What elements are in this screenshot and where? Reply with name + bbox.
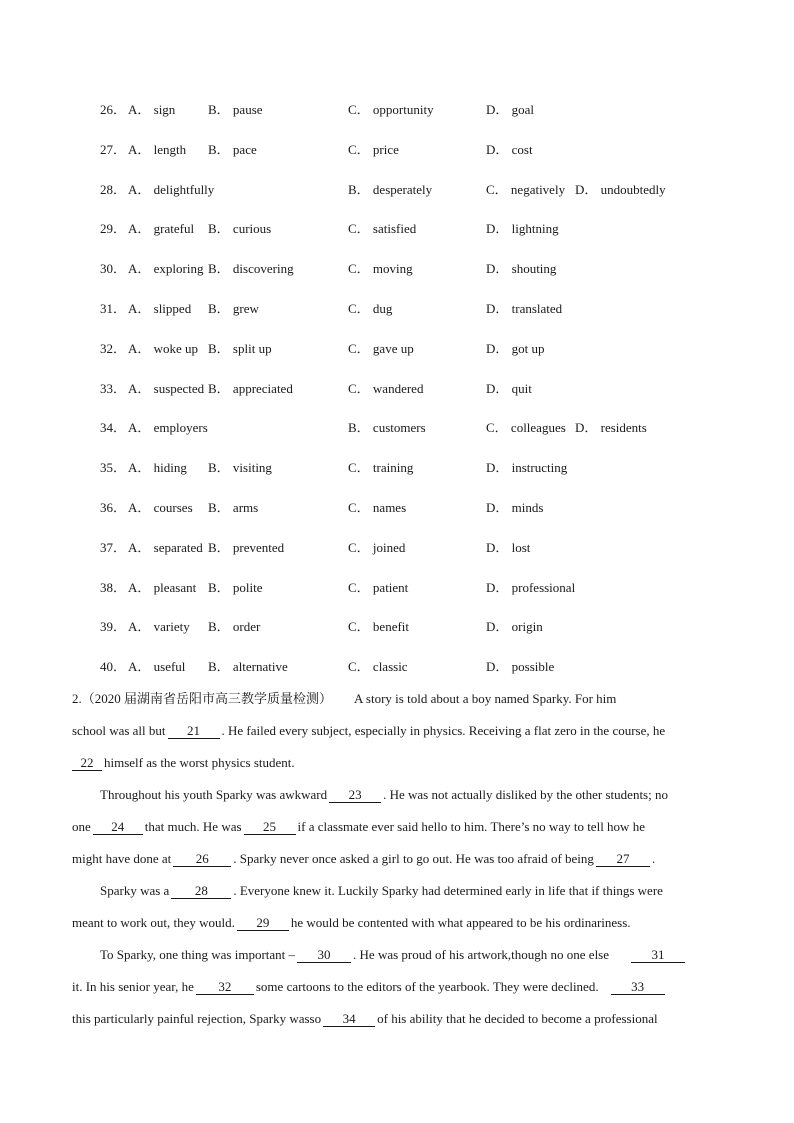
- option-b[interactable]: B． pace: [208, 142, 257, 157]
- option-b[interactable]: B． order: [208, 619, 261, 634]
- blank-29[interactable]: 29: [237, 915, 289, 931]
- option-c[interactable]: C． classic: [348, 659, 408, 674]
- option-a[interactable]: A． slipped: [128, 301, 192, 316]
- option-d[interactable]: D． origin: [486, 619, 543, 634]
- question-number: 33．: [100, 381, 127, 396]
- blank-30[interactable]: 30: [297, 947, 351, 963]
- passage-line-8: meant to work out, they would. 29 he would be contented with what appeared to be his ordinariness.: [72, 915, 631, 930]
- question-number: 32．: [100, 341, 127, 356]
- passage-line-4: Throughout his youth Sparky was awkward 23 . He was not actually disliked by the other students; no: [100, 787, 668, 802]
- option-d[interactable]: D． lost: [486, 540, 531, 555]
- blank-28[interactable]: 28: [171, 883, 231, 899]
- option-a[interactable]: A． exploring: [128, 261, 204, 276]
- option-a[interactable]: A． sign: [128, 102, 176, 117]
- option-a[interactable]: A． woke up: [128, 341, 199, 356]
- blank-34[interactable]: 34: [323, 1011, 375, 1027]
- option-b[interactable]: B． split up: [208, 341, 272, 356]
- option-b[interactable]: B． alternative: [208, 659, 288, 674]
- option-c[interactable]: C． dug: [348, 301, 393, 316]
- blank-23[interactable]: 23: [329, 787, 381, 803]
- question-number: 28．: [100, 182, 127, 197]
- option-b[interactable]: B． arms: [208, 500, 259, 515]
- question-number: 29．: [100, 221, 127, 236]
- option-b[interactable]: B． appreciated: [208, 381, 293, 396]
- option-a[interactable]: A． length: [128, 142, 187, 157]
- passage-line-11: this particularly painful rejection, Sparky wasso 34 of his ability that he decided to become a professional: [72, 1011, 658, 1026]
- option-b[interactable]: B． customers: [348, 420, 426, 435]
- option-b[interactable]: B． prevented: [208, 540, 285, 555]
- option-c[interactable]: C． training: [348, 460, 414, 475]
- option-d[interactable]: D． cost: [486, 142, 533, 157]
- source-label: 2.（2020 届湖南省岳阳市高三教学质量检测）: [72, 691, 333, 706]
- passage-line-5: one 24 that much. He was 25 if a classmate ever said hello to him. There’s no way to tell how he: [72, 819, 645, 834]
- question-number: 40．: [100, 659, 127, 674]
- option-d[interactable]: D． possible: [486, 659, 555, 674]
- passage-intro: A story is told about a boy named Sparky. For him: [354, 691, 617, 706]
- question-number: 27．: [100, 142, 127, 157]
- question-number: 38．: [100, 580, 127, 595]
- passage-line-7: Sparky was a 28 . Everyone knew it. Luckily Sparky had determined early in life that if things were: [100, 883, 663, 898]
- question-number: 34．: [100, 420, 127, 435]
- option-c[interactable]: C． negatively: [486, 182, 566, 197]
- passage-line-6: might have done at 26 . Sparky never once asked a girl to go out. He was too afraid of being 27 .: [72, 851, 656, 866]
- question-number: 31．: [100, 301, 127, 316]
- blank-27[interactable]: 27: [596, 851, 650, 867]
- option-c[interactable]: C． benefit: [348, 619, 410, 634]
- option-c[interactable]: C． joined: [348, 540, 406, 555]
- option-b[interactable]: B． pause: [208, 102, 263, 117]
- option-d[interactable]: D． minds: [486, 500, 544, 515]
- option-c[interactable]: C． colleagues: [486, 420, 566, 435]
- option-b[interactable]: B． curious: [208, 221, 272, 236]
- blank-32[interactable]: 32: [196, 979, 254, 995]
- option-a[interactable]: A． grateful: [128, 221, 195, 236]
- cloze-passage: [72, 683, 724, 1035]
- option-c[interactable]: C． moving: [348, 261, 413, 276]
- passage-line-1: [72, 683, 724, 715]
- option-a[interactable]: A． variety: [128, 619, 190, 634]
- option-d[interactable]: D． instructing: [486, 460, 568, 475]
- question-number: 35．: [100, 460, 127, 475]
- option-d[interactable]: D． translated: [486, 301, 563, 316]
- option-a[interactable]: A． useful: [128, 659, 186, 674]
- option-d[interactable]: D． shouting: [486, 261, 557, 276]
- passage-line-2: school was all but 21 . He failed every subject, especially in physics. Receiving a flat zero in the course, he: [72, 723, 666, 738]
- question-number: 36．: [100, 500, 127, 515]
- option-c[interactable]: C． opportunity: [348, 102, 434, 117]
- option-b[interactable]: B． visiting: [208, 460, 272, 475]
- option-d[interactable]: D． residents: [575, 420, 647, 435]
- option-d[interactable]: D． quit: [486, 381, 532, 396]
- option-a[interactable]: A． delightfully: [128, 182, 215, 197]
- blank-31[interactable]: 31: [631, 947, 685, 963]
- option-d[interactable]: D． goal: [486, 102, 535, 117]
- blank-22[interactable]: 22: [72, 755, 102, 771]
- option-c[interactable]: C． names: [348, 500, 407, 515]
- option-b[interactable]: B． grew: [208, 301, 259, 316]
- question-number: 37．: [100, 540, 127, 555]
- option-c[interactable]: C． satisfied: [348, 221, 417, 236]
- option-b[interactable]: B． discovering: [208, 261, 294, 276]
- question-number: 30．: [100, 261, 127, 276]
- option-a[interactable]: A． hiding: [128, 460, 187, 475]
- passage-line-3: 22 himself as the worst physics student.: [72, 747, 724, 779]
- blank-24[interactable]: 24: [93, 819, 143, 835]
- blank-21[interactable]: 21: [168, 723, 220, 739]
- blank-26[interactable]: 26: [173, 851, 231, 867]
- option-b[interactable]: B． polite: [208, 580, 263, 595]
- question-number: 39．: [100, 619, 127, 634]
- option-d[interactable]: D． lightning: [486, 221, 559, 236]
- option-d[interactable]: D． undoubtedly: [575, 182, 666, 197]
- option-b[interactable]: B． desperately: [348, 182, 433, 197]
- blank-25[interactable]: 25: [244, 819, 296, 835]
- blank-33[interactable]: 33: [611, 979, 665, 995]
- passage-line-10: it. In his senior year, he 32 some cartoons to the editors of the yearbook. They were declined. 33: [72, 971, 724, 1003]
- option-a[interactable]: A． pleasant: [128, 580, 197, 595]
- option-c[interactable]: C． gave up: [348, 341, 414, 356]
- option-d[interactable]: D． professional: [486, 580, 576, 595]
- passage-line-9: To Sparky, one thing was important – 30 . He was proud of his artwork,though no one else 31: [72, 939, 724, 971]
- option-c[interactable]: C． patient: [348, 580, 409, 595]
- option-a[interactable]: A． separated: [128, 540, 203, 555]
- option-a[interactable]: A． employers: [128, 420, 208, 435]
- option-c[interactable]: C． wandered: [348, 381, 424, 396]
- question-number: 26．: [100, 102, 127, 117]
- option-a[interactable]: A． courses: [128, 500, 193, 515]
- option-d[interactable]: D． got up: [486, 341, 545, 356]
- option-a[interactable]: A． suspected: [128, 381, 205, 396]
- option-c[interactable]: C． price: [348, 142, 399, 157]
